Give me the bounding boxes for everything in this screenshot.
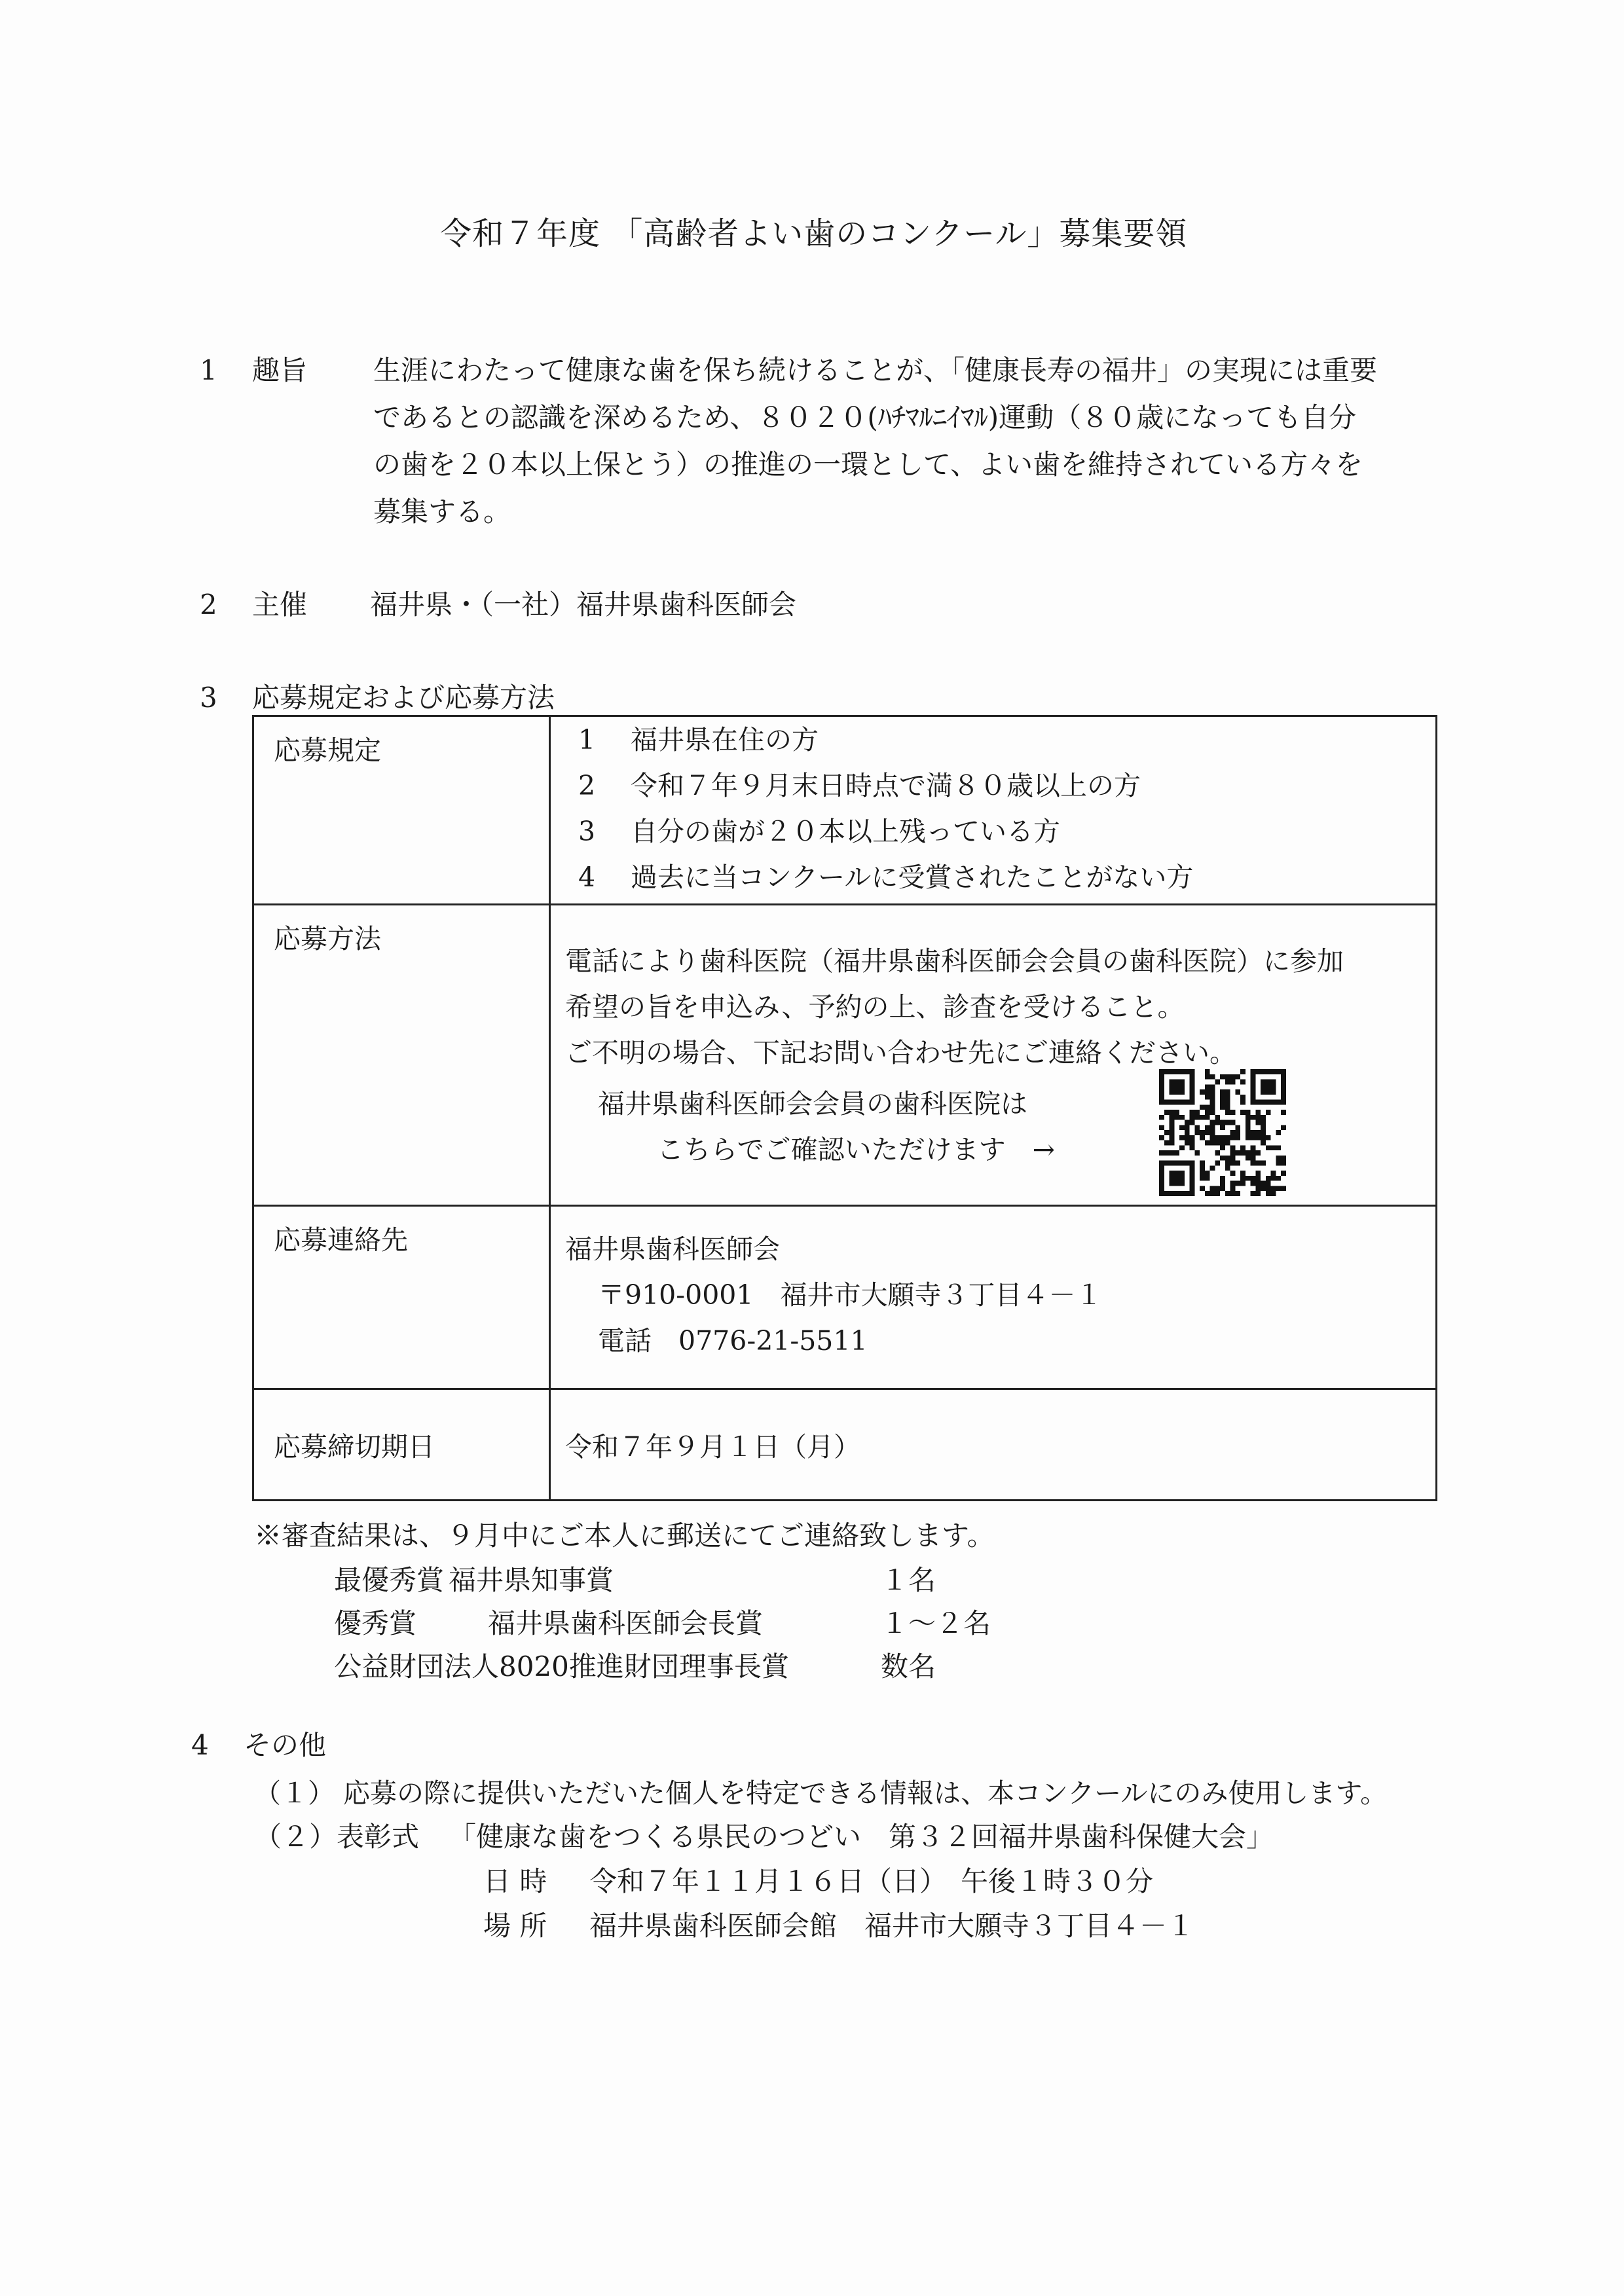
method-line: ご不明の場合、下記お問い合わせ先にご連絡ください。 <box>565 1037 1236 1068</box>
section-1-heading: 趣旨 <box>252 354 308 386</box>
section-1-line: であるとの認識を深めるため、８０２０(ﾊﾁﾏﾙﾆｲﾏﾙ)運動（８０歳になっても自分 <box>373 401 1357 433</box>
rule-item <box>565 809 1435 854</box>
qr-caption-line: こちらでご確認いただけます → <box>657 1134 1055 1165</box>
section-3-heading: 応募規定および応募方法 <box>252 682 555 714</box>
ceremony-text: 「健康な歯をつくる県民のつどい 第３２回福井県歯科保健大会」 <box>449 1821 1274 1853</box>
section-1-number: 1 <box>200 354 217 386</box>
rule-number: 1 <box>578 724 596 756</box>
section-2-heading: 主催 <box>252 589 308 621</box>
rule-number: 2 <box>578 770 596 801</box>
rule-text: 福井県在住の方 <box>631 724 819 756</box>
contact-cell <box>550 1206 1437 1389</box>
page-title: 令和７年度 「高齢者よい歯のコンクール」募集要領 <box>440 215 1188 252</box>
award-count: 数名 <box>881 1650 936 1683</box>
ceremony-where: 福井県歯科医師会館 福井市大願寺３丁目４－１ <box>589 1910 1195 1942</box>
ceremony-when: 令和７年１１月１６日（日） 午後１時３０分 <box>589 1865 1154 1897</box>
results-note: ※審査結果は、９月中にご本人に郵送にてご連絡致します。 <box>254 1520 995 1552</box>
deadline-label: 応募締切期日 <box>253 1389 550 1501</box>
award-name: 福井県歯科医師会長賞 <box>488 1607 764 1639</box>
ceremony-where-label: 場 所 <box>483 1910 547 1942</box>
contact-line: 〒910-0001 福井市大願寺３丁目４－１ <box>598 1279 1103 1311</box>
contact-label: 応募連絡先 <box>253 1206 550 1389</box>
award-name: 福井県知事賞 <box>449 1564 614 1596</box>
section-4-item-1: （１） 応募の際に提供いただいた個人を特定できる情報は、本コンクールにのみ使用します。 <box>254 1777 1388 1809</box>
section-1-body <box>373 347 1377 536</box>
qr-code-icon[interactable] <box>1159 1069 1286 1196</box>
method-label: 応募方法 <box>253 905 550 1206</box>
award-rank: 最優秀賞 <box>334 1564 445 1596</box>
method-cell <box>550 905 1437 1206</box>
contact-line: 福井県歯科医師会 <box>565 1233 780 1265</box>
award-count: １～２名 <box>881 1607 991 1639</box>
method-line: 希望の旨を申込み、予約の上、診査を受けること。 <box>565 991 1185 1023</box>
qr-caption-line: 福井県歯科医師会会員の歯科医院は <box>598 1088 1027 1120</box>
award-rank: 優秀賞 <box>334 1607 417 1639</box>
section-1-line: 募集する。 <box>373 496 511 528</box>
rule-number: 3 <box>578 816 596 847</box>
section-1-line: の歯を２０本以上保とう）の推進の一環として、よい歯を維持されている方々を <box>373 448 1363 481</box>
section-4-number: 4 <box>191 1729 209 1761</box>
rules-cell <box>550 716 1437 905</box>
section-3-number: 3 <box>200 682 217 714</box>
ceremony-label: （２）表彰式 <box>254 1821 420 1853</box>
rules-label: 応募規定 <box>253 716 550 905</box>
award-count: １名 <box>881 1564 936 1596</box>
method-line: 電話により歯科医院（福井県歯科医師会会員の歯科医院）に参加 <box>565 945 1344 977</box>
deadline-cell: 令和７年９月１日（月） <box>550 1389 1437 1501</box>
section-2-text: 福井県・（一社）福井県歯科医師会 <box>370 589 797 621</box>
contact-line: 電話 0776-21-5511 <box>598 1325 868 1357</box>
rule-number: 4 <box>578 862 596 893</box>
rule-item <box>565 717 1435 763</box>
section-4-heading: その他 <box>244 1729 327 1761</box>
section-2-number: 2 <box>200 589 217 621</box>
rule-text: 過去に当コンクールに受賞されたことがない方 <box>631 862 1194 893</box>
rule-text: 令和７年９月末日時点で満８０歳以上の方 <box>631 770 1141 801</box>
rule-item <box>565 763 1435 809</box>
section-1-line: 生涯にわたって健康な歯を保ち続けることが、「健康長寿の福井」の実現には重要 <box>373 354 1378 386</box>
rule-text: 自分の歯が２０本以上残っている方 <box>631 816 1060 847</box>
ceremony-when-label: 日 時 <box>483 1865 547 1897</box>
award-name: 公益財団法人8020推進財団理事長賞 <box>334 1650 789 1683</box>
rule-item <box>565 854 1435 900</box>
